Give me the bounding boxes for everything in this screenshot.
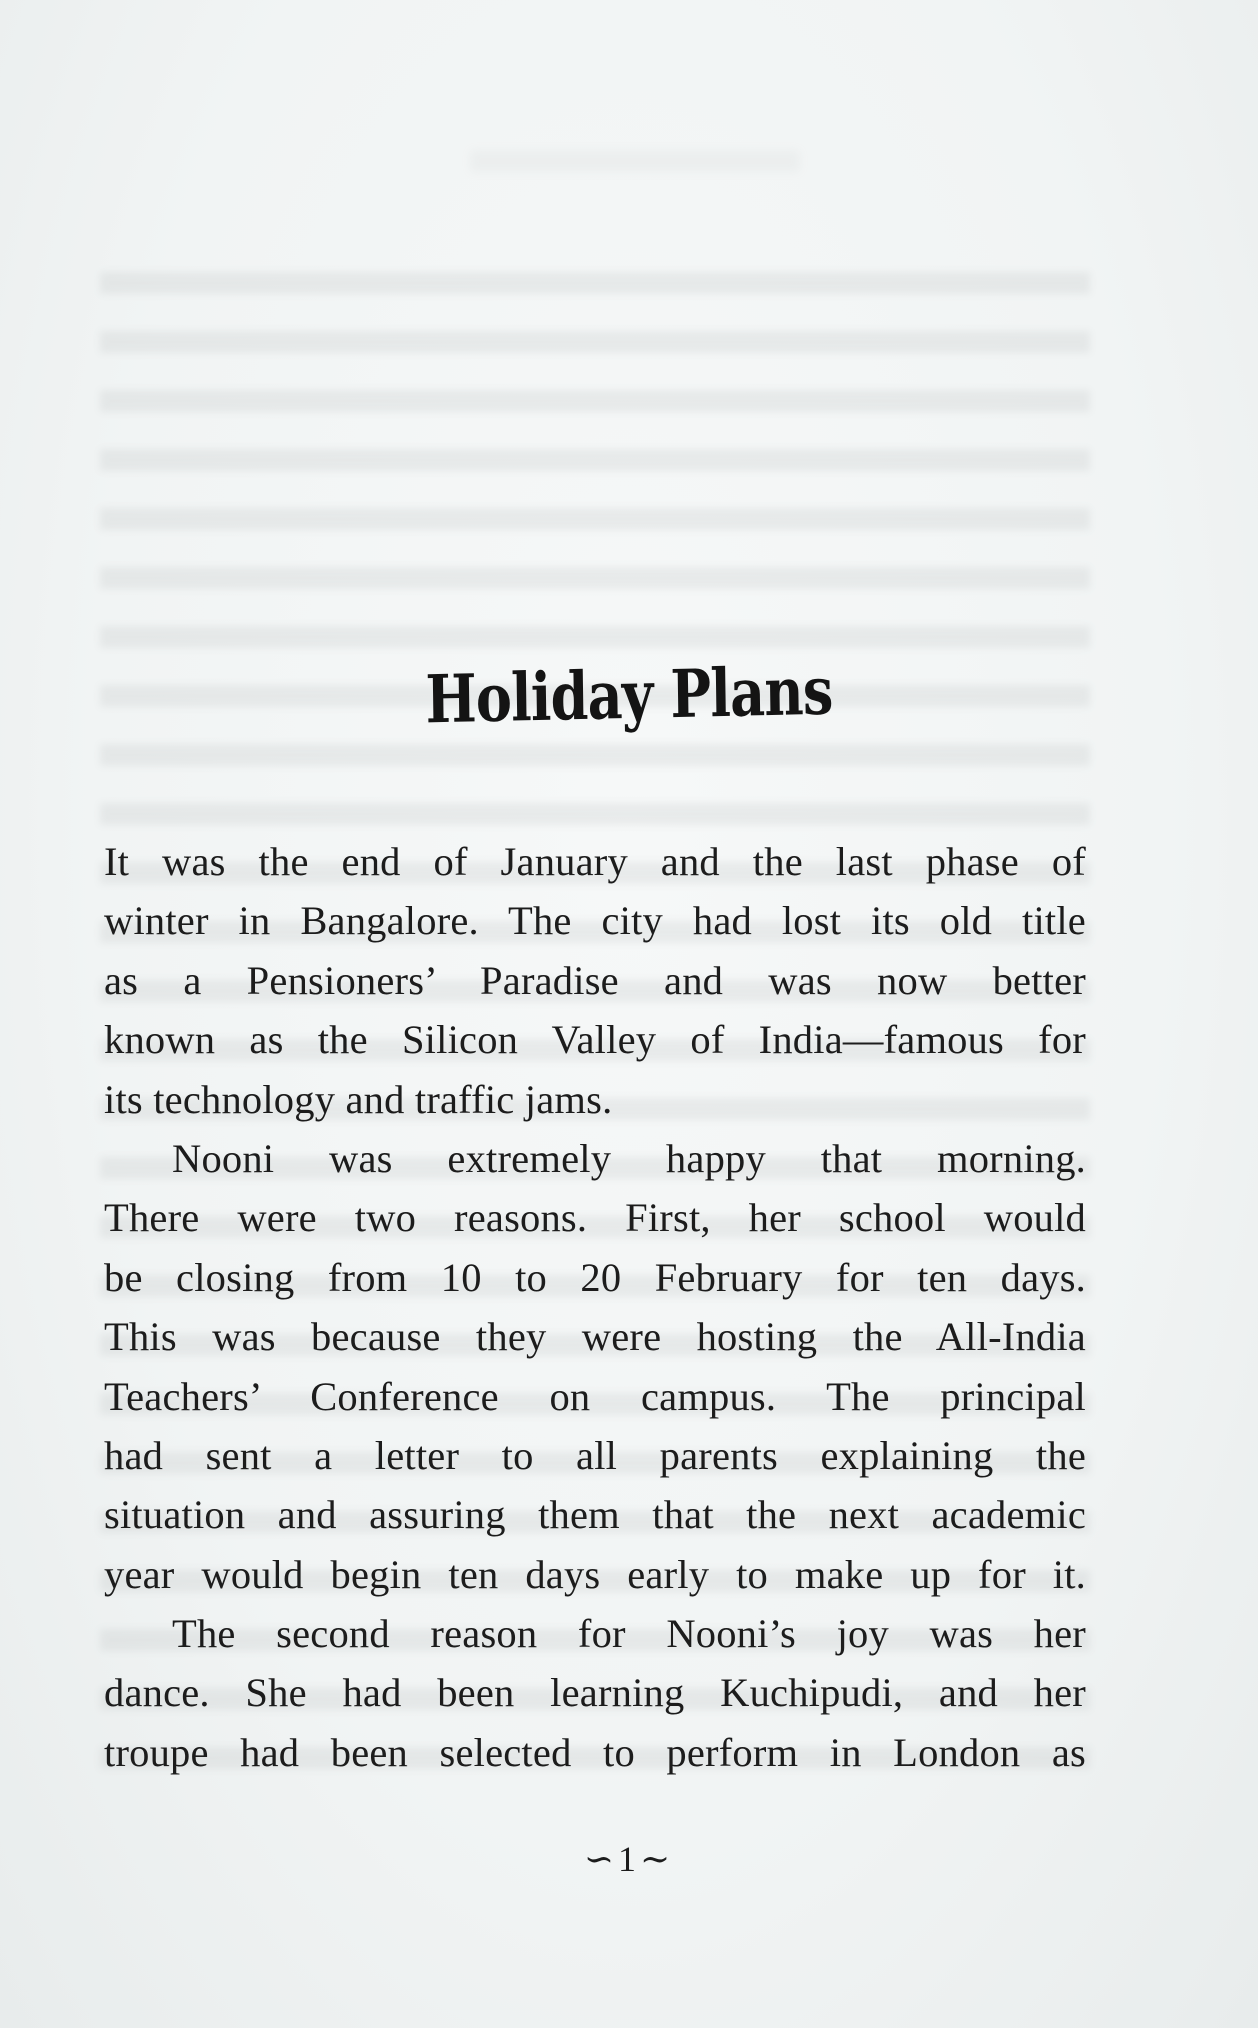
text-line: had sent a letter to all parents explaining the (104, 1432, 1086, 1478)
chapter-title: Holiday Plans (424, 651, 834, 739)
text-line: dance. She had been learning Kuchipudi, and her (104, 1670, 1086, 1716)
text-line: It was the end of January and the last phase of (104, 839, 1086, 884)
show-through-running-head (470, 150, 800, 172)
text-line: be closing from 10 to 20 February for ten days. (104, 1254, 1086, 1300)
text-line: its technology and traffic jams. (104, 1076, 613, 1122)
text-line: known as the Silicon Valley of India—famous for (104, 1017, 1086, 1063)
text-line-paragraph-start: The second reason for Nooni’s joy was her (172, 1611, 1086, 1657)
text-line: Teachers’ Conference on campus. The principal (104, 1373, 1086, 1419)
text-line: troupe had been selected to perform in London as (104, 1729, 1086, 1775)
text-line: as a Pensioners’ Paradise and was now better (104, 957, 1086, 1003)
text-line: There were two reasons. First, her school would (104, 1195, 1086, 1241)
text-line: winter in Bangalore. The city had lost its old title (104, 898, 1086, 944)
text-line-paragraph-start: Nooni was extremely happy that morning. (172, 1135, 1086, 1181)
body-text (104, 832, 1086, 1782)
text-line: situation and assuring them that the next academic (104, 1492, 1086, 1538)
text-line: year would begin ten days early to make up for it. (104, 1551, 1086, 1597)
page-number: ∽1∼ (583, 1839, 675, 1879)
text-line: This was because they were hosting the All-India (104, 1314, 1086, 1360)
